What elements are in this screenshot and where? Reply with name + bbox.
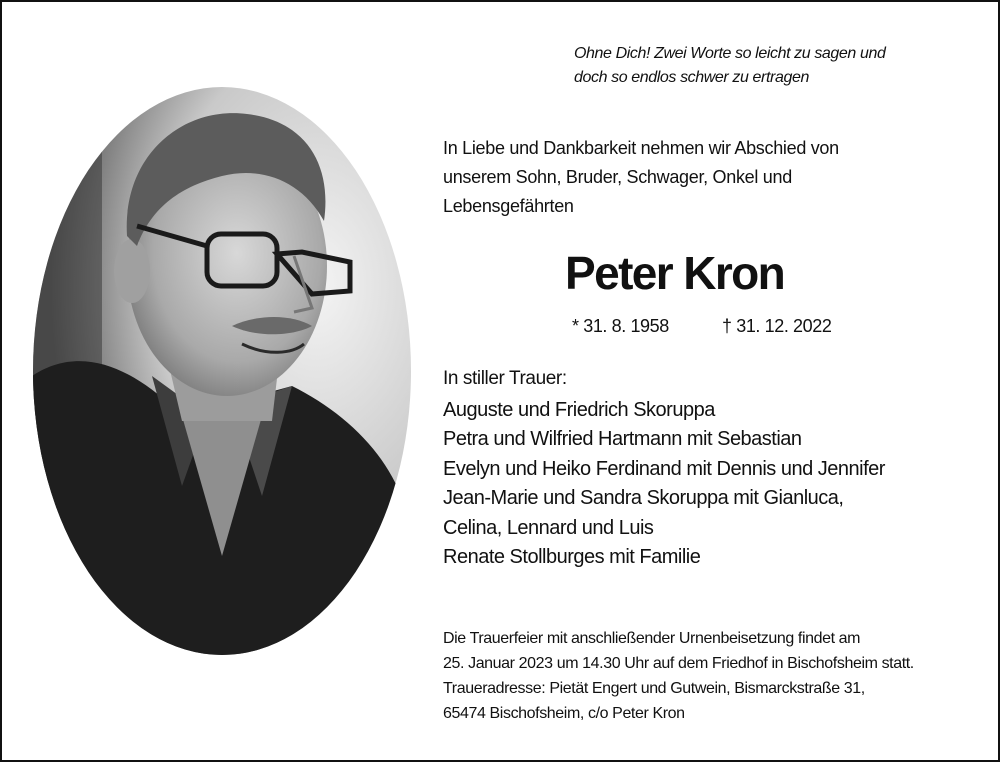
mourner-line: Evelyn und Heiko Ferdinand mit Dennis und Jennifer <box>443 457 885 480</box>
deceased-name: Peter Kron <box>565 247 785 299</box>
service-line: 25. Januar 2023 um 14.30 Uhr auf dem Friedhof in Bischofsheim statt. <box>443 655 914 672</box>
mourner-line: Petra und Wilfried Hartmann mit Sebastian <box>443 428 802 451</box>
intro-line: unserem Sohn, Bruder, Schwager, Onkel und <box>443 167 792 187</box>
mourner-line: Jean-Marie und Sandra Skoruppa mit Gianluca, <box>443 487 844 510</box>
service-line: Die Trauerfeier mit anschließender Urnenbeisetzung findet am <box>443 630 861 647</box>
mourner-line: Auguste und Friedrich Skoruppa <box>443 399 715 421</box>
quote-line: doch so endlos schwer zu ertragen <box>574 69 809 86</box>
service-line: 65474 Bischofsheim, c/o Peter Kron <box>443 705 685 722</box>
quote-line: Ohne Dich! Zwei Worte so leicht zu sagen und <box>574 45 886 62</box>
mourner-line: Renate Stollburges mit Familie <box>443 546 701 569</box>
mourner-line: Celina, Lennard und Luis <box>443 516 654 539</box>
mourners-list <box>443 396 993 572</box>
memorial-quote <box>574 42 984 90</box>
portrait-image <box>32 86 412 656</box>
service-details <box>443 626 993 726</box>
death-date: † 31. 12. 2022 <box>722 316 832 336</box>
intro-line: Lebensgefährten <box>443 196 574 216</box>
service-line: Traueradresse: Pietät Engert und Gutwein, Bismarckstraße 31, <box>443 680 865 697</box>
mourning-label: In stiller Trauer: <box>443 368 567 389</box>
intro-line: In Liebe und Dankbarkeit nehmen wir Abschied von <box>443 138 839 158</box>
portrait-photo <box>32 86 412 656</box>
birth-date: * 31. 8. 1958 <box>572 316 669 336</box>
intro-text <box>443 134 963 221</box>
